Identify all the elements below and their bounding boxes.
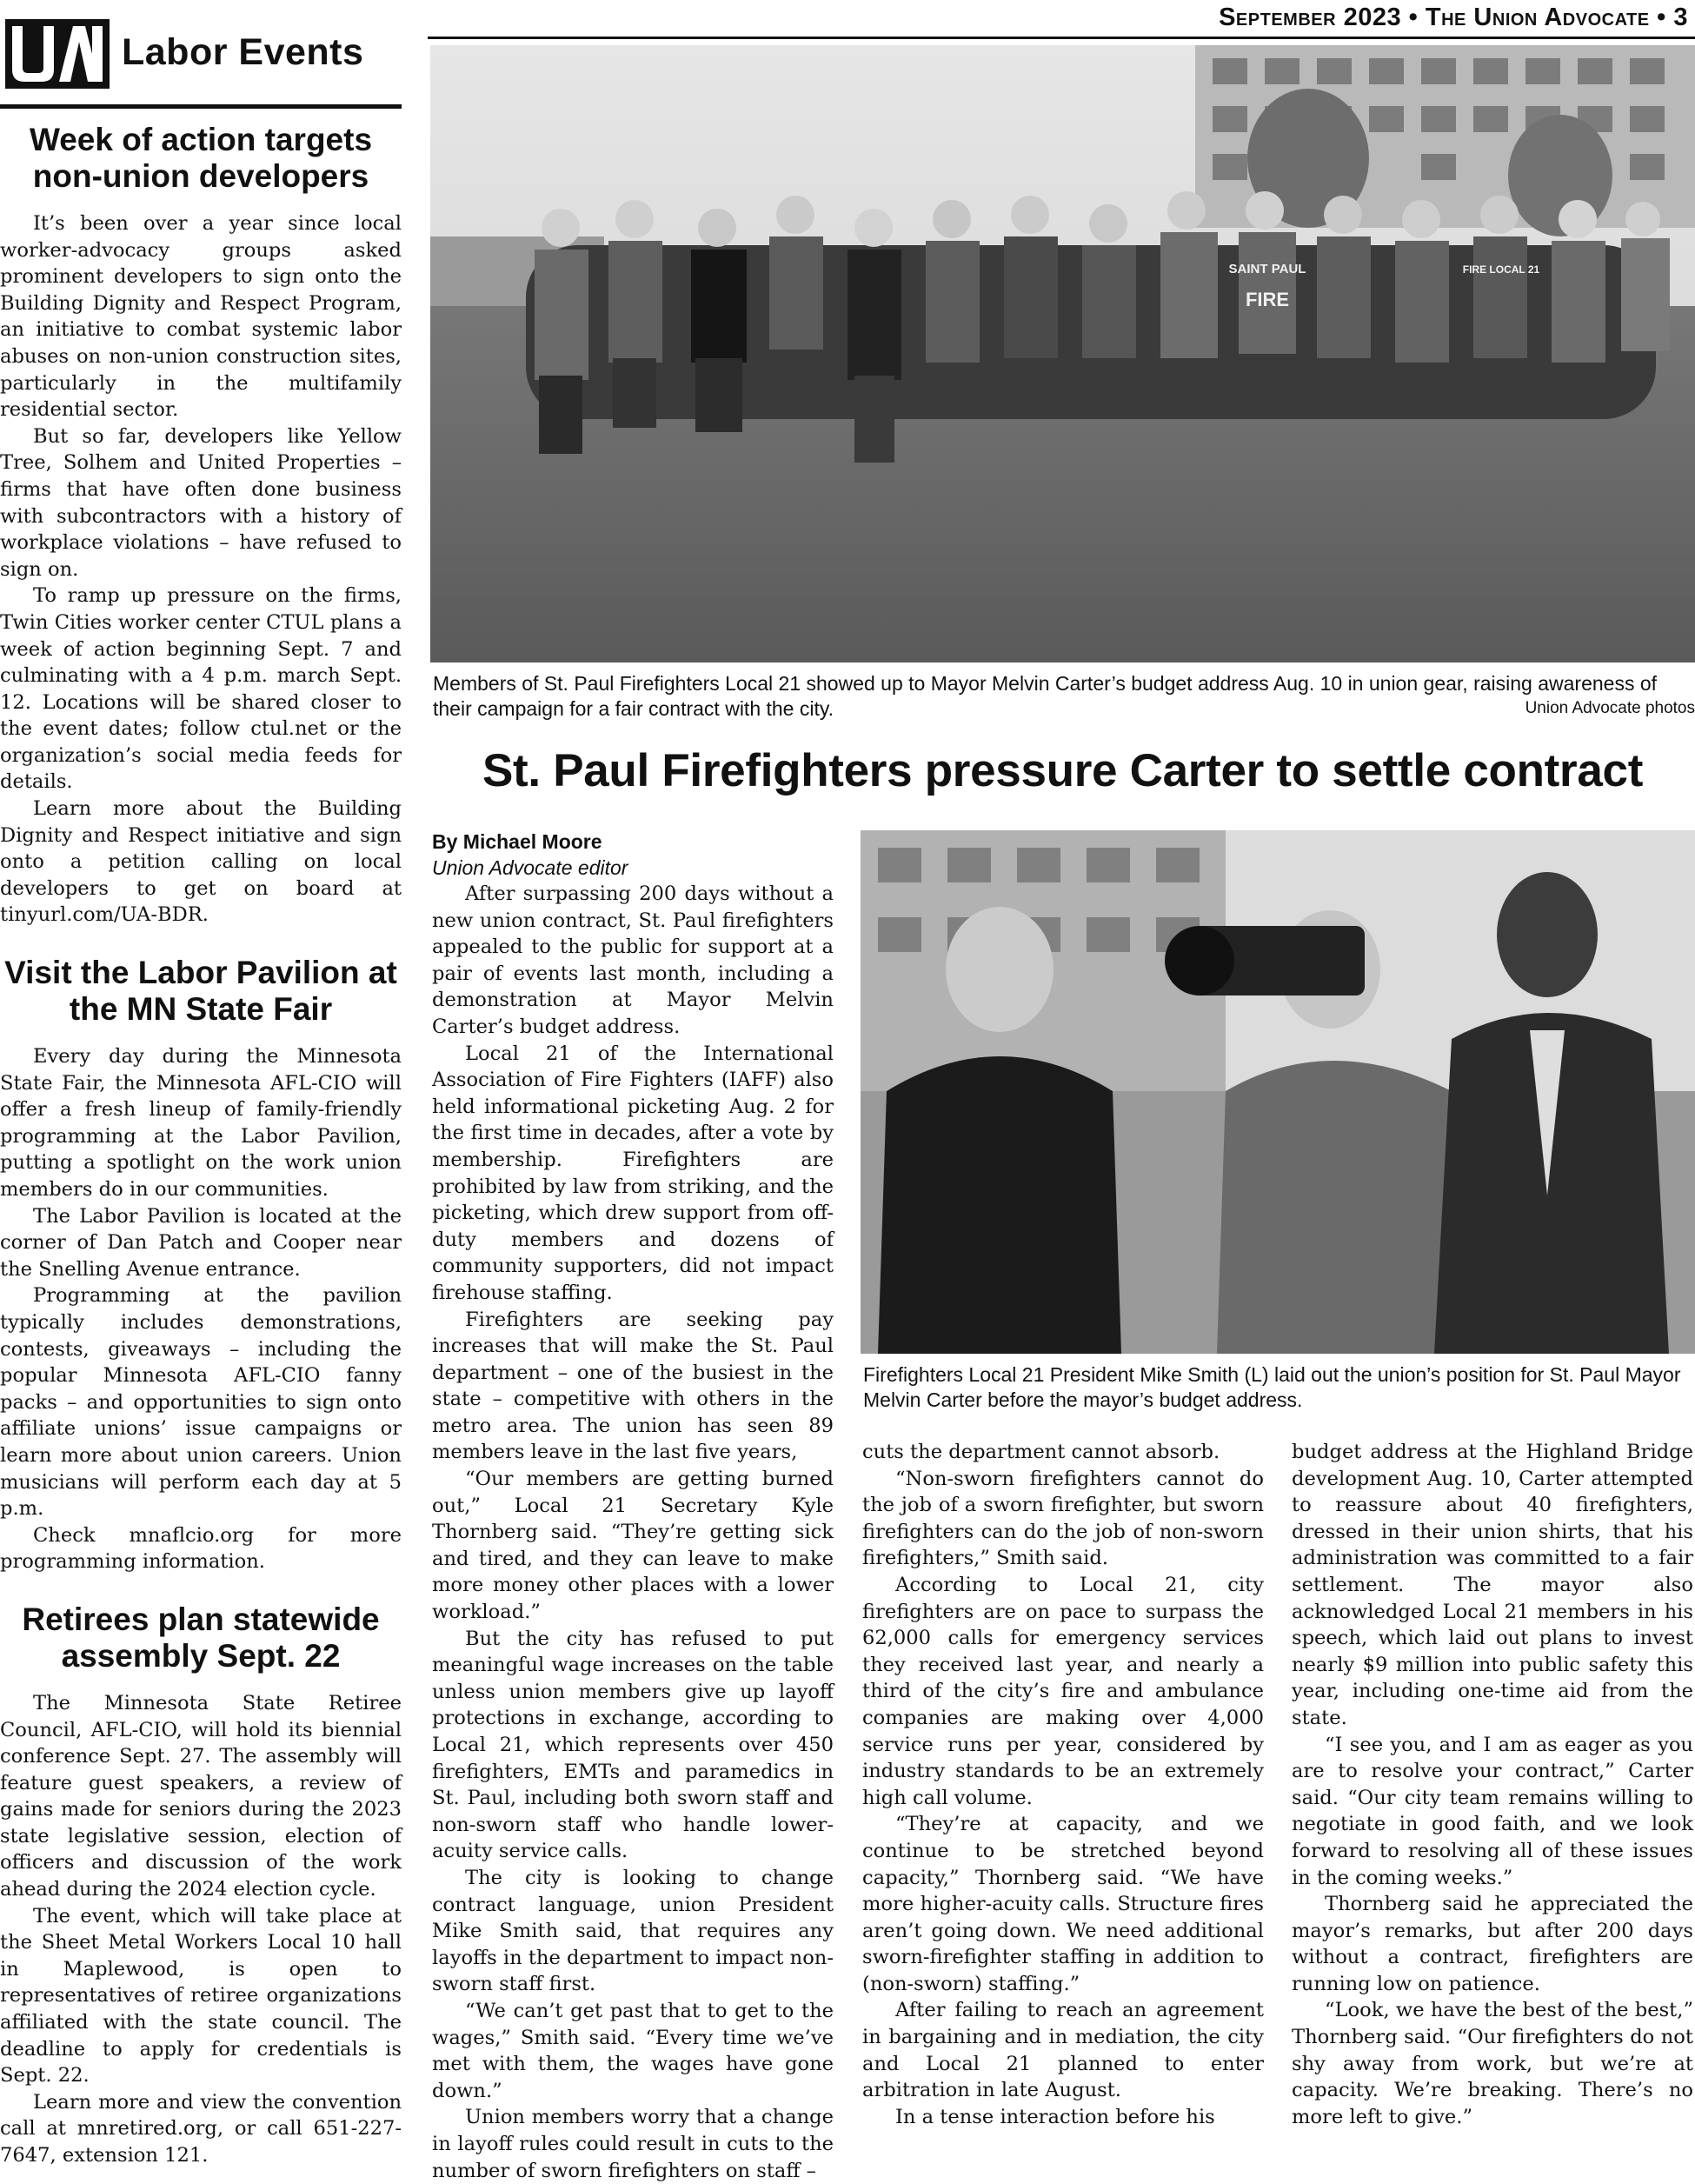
paragraph: Learn more about the Building Dignity and Respect initiative and sign onto a petition calling on local developers to get on board at tinyurl.com/UA-BDR.: [0, 797, 402, 927]
paragraph: In a tense interaction before his: [895, 2105, 1215, 2128]
paragraph: It’s been over a year since local worker-advocacy groups asked prominent developers to sign onto the Building Dignity and Respect Program, an initiative to combat systemic labor abuses on non-union construction sites, particularly in the multifamily residential sector.: [0, 212, 402, 422]
header-rule: [0, 104, 402, 109]
paragraph: According to Local 21, city firefighters are on pace to surpass the 62,000 calls for emergency services they received last year, and nearly a third of the city’s fire and ambulance companies are making over 4,000 service runs per year, considered by industry standards to be an extremely high call volume.: [862, 1573, 1264, 1809]
section-title: Labor Events: [122, 31, 364, 73]
photo-credit: Union Advocate photos: [1525, 699, 1695, 717]
paragraph: The Minnesota State Retiree Council, AFL-CIO, will hold its biennial conference Sept. 27. The assembly will feature guest speakers, a review of gains made for seniors during the 2023 state legislative session, election of officers and discussion of the work ahead during the 2024 election cycle.: [0, 1691, 402, 1901]
story-1-headline: Week of action targets non-union developers: [29, 122, 373, 194]
paragraph: But so far, developers like Yellow Tree, Solhem and United Properties – firms that have often done business with subcontractors with a history of workplace violations – have refused to sign on.: [0, 424, 402, 581]
story-1-body: [0, 210, 402, 929]
paragraph: “Non-sworn firefighters cannot do the job of a sworn firefighter, but sworn firefighters can do the job of non-sworn firefighters,” Smith said.: [862, 1467, 1264, 1570]
shirt-text: FIRE LOCAL 21: [1462, 263, 1540, 276]
sidebar-story-2: [0, 955, 402, 1575]
caption-text: Firefighters Local 21 President Mike Smith (L) laid out the union’s position for St. Paul Mayor Melvin Carter before the mayor’s budget address.: [863, 1363, 1681, 1411]
story-2-headline: Visit the Labor Pavilion at the MN State Fair: [4, 955, 397, 1028]
story-3-body: [0, 1690, 402, 2169]
story-3-headline: Retirees plan statewide assembly Sept. 22: [22, 1601, 380, 1674]
shirt-text: FIRE: [1245, 289, 1290, 310]
mike-smith-carter-photo: [861, 830, 1695, 1354]
paragraph: Learn more and view the convention call at mnretired.org, or call 651-227-7647, extension 121.: [0, 2090, 402, 2167]
section-header: [0, 0, 402, 108]
paragraph: The event, which will take place at the Sheet Metal Workers Local 10 hall in Maplewood, is open to representatives of retiree organizations affiliated with the state council. The deadline to apply for credentials is Sept. 22.: [0, 1904, 402, 2087]
sidebar-story-1: [0, 122, 402, 929]
union-advocate-logo: [5, 19, 110, 89]
top-rule: [428, 37, 1695, 39]
paragraph: “I see you, and I am as eager as you are to resolve your contract,” Carter said. “Our city team remains willing to negotiate in good faith, and we look forward to resolving all of these issues in the coming weeks.”: [1292, 1733, 1693, 1889]
firefighters-group-photo: [430, 45, 1695, 663]
paragraph: cuts the department cannot absorb.: [862, 1441, 1220, 1463]
main-column-1: [432, 881, 834, 2184]
page-folio: [1156, 3, 1688, 32]
paragraph: After surpassing 200 days without a new union contract, St. Paul firefighters appealed to the public for support at a pair of events last month, including a demonstration at Mayor Melvin Carter’s budget address.: [432, 882, 834, 1038]
paragraph: After failing to reach an agreement in bargaining and in mediation, the city and Local 21 planned to enter arbitration in late August.: [862, 1999, 1264, 2102]
paragraph: “We can’t get past that to get to the wages,” Smith said. “Every time we’ve met with them, the wages have gone down.”: [432, 1999, 834, 2102]
paragraph: Local 21 of the International Association of Fire Fighters (IAFF) also held informational picketing Aug. 2 for the first time in decades, after a vote by membership. Firefighters are prohibited by law from striking, and the picketing, which drew support from off-duty members and dozens of community supporters, did not impact firehouse staffing.: [432, 1042, 834, 1304]
shirt-text: SAINT PAUL: [1228, 262, 1306, 276]
main-headline: St. Paul Firefighters pressure Carter to settle contract: [482, 745, 1644, 796]
paragraph: “Our members are getting burned out,” Local 21 Secretary Kyle Thornberg said. “They’re getting sick and tired, and they can leave to make more money other places with a lower workload.”: [432, 1468, 834, 1624]
paragraph: Thornberg said he appreciated the mayor’s remarks, but after 200 days without a contract, firefighters are running low on patience.: [1292, 1893, 1693, 1995]
paragraph: Programming at the pavilion typically includes demonstrations, contests, giveaways – including the popular Minnesota AFL-CIO fanny packs – and opportunities to sign onto affiliate unions’ issue campaigns or learn more about union careers. Union musicians will perform each day at 5 p.m.: [0, 1284, 402, 1521]
inset-photo-caption: [863, 1362, 1695, 1413]
byline-title: Union Advocate editor: [432, 856, 628, 879]
paragraph: “They’re at capacity, and we continue to be stretched beyond capacity,” Thornberg said. “We have more higher-acuity calls. Structure fires aren’t going down. We need additional sworn-firefighter staffing in addition to (non-sworn) staffing.”: [862, 1813, 1264, 1995]
paragraph: Check mnaflcio.org for more programming information.: [0, 1523, 402, 1574]
sidebar: [0, 122, 402, 2169]
paragraph: Firefighters are seeking pay increases that will make the St. Paul department – one of the busiest in the state – competitive with others in the metro area. The union has seen 89 members leave in the last five years,: [432, 1308, 834, 1464]
paragraph: The Labor Pavilion is located at the corner of Dan Patch and Cooper near the Snelling Avenue entrance.: [0, 1204, 402, 1281]
folio-text: September 2023 • The Union Advocate • 3: [1219, 3, 1688, 31]
caption-text: Members of St. Paul Firefighters Local 21 showed up to Mayor Melvin Carter’s budget address Aug. 10 in union gear, raising awareness of their campaign for a fair contract with the city.: [433, 672, 1658, 720]
paragraph: The city is looking to change contract language, union President Mike Smith said, that requires any layoffs in the department to impact non-sworn staff first.: [432, 1866, 834, 1996]
paragraph: budget address at the Highland Bridge development Aug. 10, Carter attempted to reassure about 40 firefighters, dressed in their union shirts, that his administration was committed to a fair settlement. The mayor also acknowledged Local 21 members in his speech, which laid out plans to invest nearly $9 million into public safety this year, including one-time aid from the state.: [1292, 1441, 1693, 1729]
sidebar-story-3: [0, 1601, 402, 2169]
paragraph: Union members worry that a change in layoff rules could result in cuts to the number of sworn firefighters on staff –: [432, 2106, 834, 2182]
main-column-3: [1292, 1439, 1693, 2130]
paragraph: Every day during the Minnesota State Fair, the Minnesota AFL-CIO will offer a fresh lineup of family-friendly programming at the Labor Pavilion, putting a spotlight on the work union members do in our communities.: [0, 1045, 402, 1201]
paragraph: To ramp up pressure on the firms, Twin Cities worker center CTUL plans a week of action beginning Sept. 7 and culminating with a 4 p.m. march Sept. 12. Locations will be shared closer to the event dates; follow ctul.net or the organization’s social media feeds for details.: [0, 584, 402, 794]
byline: By Michael Moore: [432, 830, 602, 853]
main-column-2: [862, 1439, 1264, 2130]
story-2-body: [0, 1043, 402, 1575]
paragraph: But the city has refused to put meaningful wage increases on the table unless union members give up layoff protections in exchange, according to Local 21, which represents over 450 firefighters, EMTs and paramedics in St. Paul, including both sworn staff and non-sworn staff who handle lower-acuity service calls.: [432, 1627, 834, 1863]
paragraph: “Look, we have the best of the best,” Thornberg said. “Our firefighters do not shy away from work, but we’re at capacity. We’re breaking. There’s no more left to give.”: [1292, 1999, 1693, 2128]
